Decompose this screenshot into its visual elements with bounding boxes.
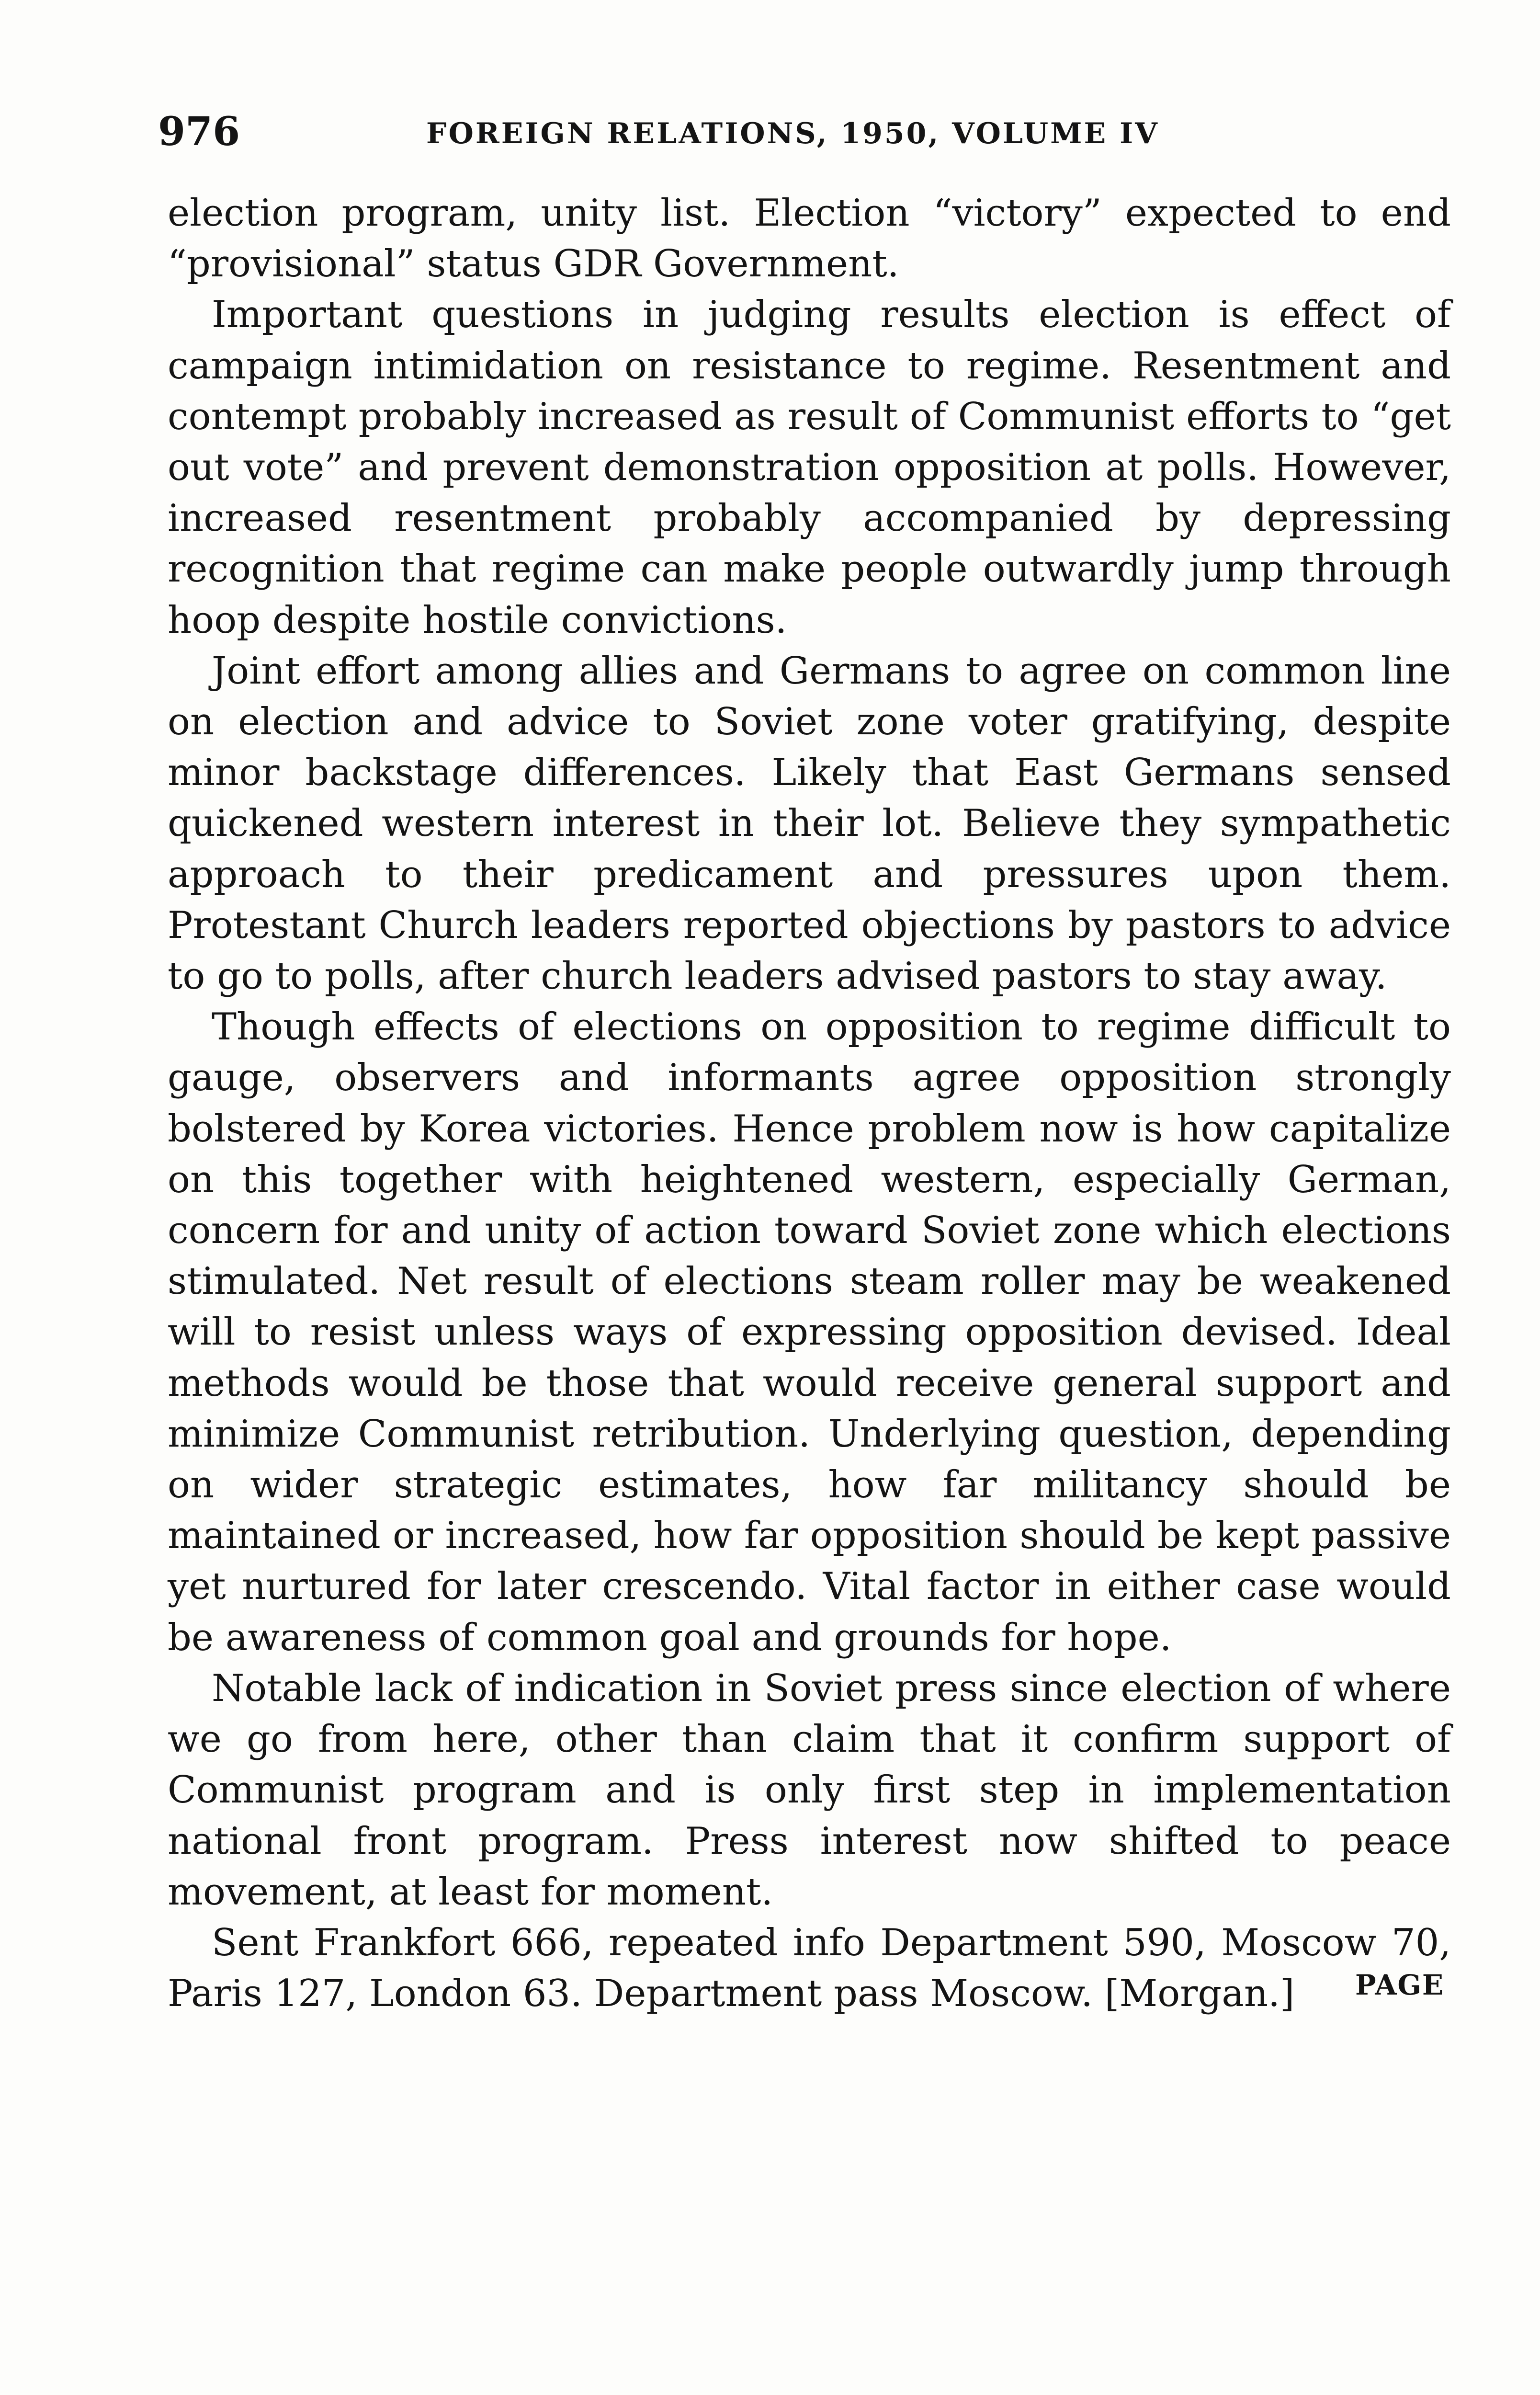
body-text (168, 188, 1451, 2019)
running-head: FOREIGN RELATIONS, 1950, VOLUME IV (426, 117, 1159, 150)
paragraph-effects-of-elections: Though effects of elections on opposition to regime difficult to gauge, observers and informants agree opposition strongly bolstered by Korea victories. Hence problem now is how capitalize on this together with heightened western, especially German, concern for and unity of action toward Soviet zone which elections stimulated. Net result of elections steam roller may be weakened will to resist unless ways of expressing opposition devised. Ideal methods would be those that would receive general support and minimize Communist retribution. Underlying question, depending on wider strategic estimates, how far militancy should be maintained or increased, how far opposition should be kept passive yet nurtured for later crescendo. Vital factor in either case would be awareness of common goal and grounds for hope. (168, 1005, 1451, 1659)
paragraph-soviet-press: Notable lack of indication in Soviet press since election of where we go from here, other than claim that it confirm support of Communist program and is only first step in implementation national front program. Press interest now shifted to peace movement, at least for moment. (168, 1666, 1451, 1914)
page-number: 976 (158, 109, 240, 155)
paragraph-campaign-intimidation: Important questions in judging results election is effect of campaign intimidation on resistance to regime. Resentment and contempt probably increased as result of Communist efforts to “get out vote” and prevent demonstration opposition at polls. However, increased resentment probably accompanied by depressing recognition that regime can make people outwardly jump through hoop despite hostile convictions. (168, 293, 1451, 642)
page-header (158, 103, 1451, 160)
paragraph-sent-telegram: Sent Frankfort 666, repeated info Department 590, Moscow 70, Paris 127, London 63. Department pass Moscow. [Morgan.] (168, 1921, 1451, 2016)
catchword: PAGE (1355, 1969, 1445, 2001)
paragraph-joint-effort: Joint effort among allies and Germans to agree on common line on election and advice to Soviet zone voter gratifying, despite minor backstage differences. Likely that East Germans sensed quickened western interest in their lot. Believe they sympathetic approach to their predicament and pressures upon them. Protestant Church leaders reported objections by pastors to advice to go to polls, after church leaders advised pastors to stay away. (168, 649, 1451, 998)
paragraph-continuation: election program, unity list. Election “victory” expected to end “provisional” status GDR Government. (168, 192, 1451, 286)
